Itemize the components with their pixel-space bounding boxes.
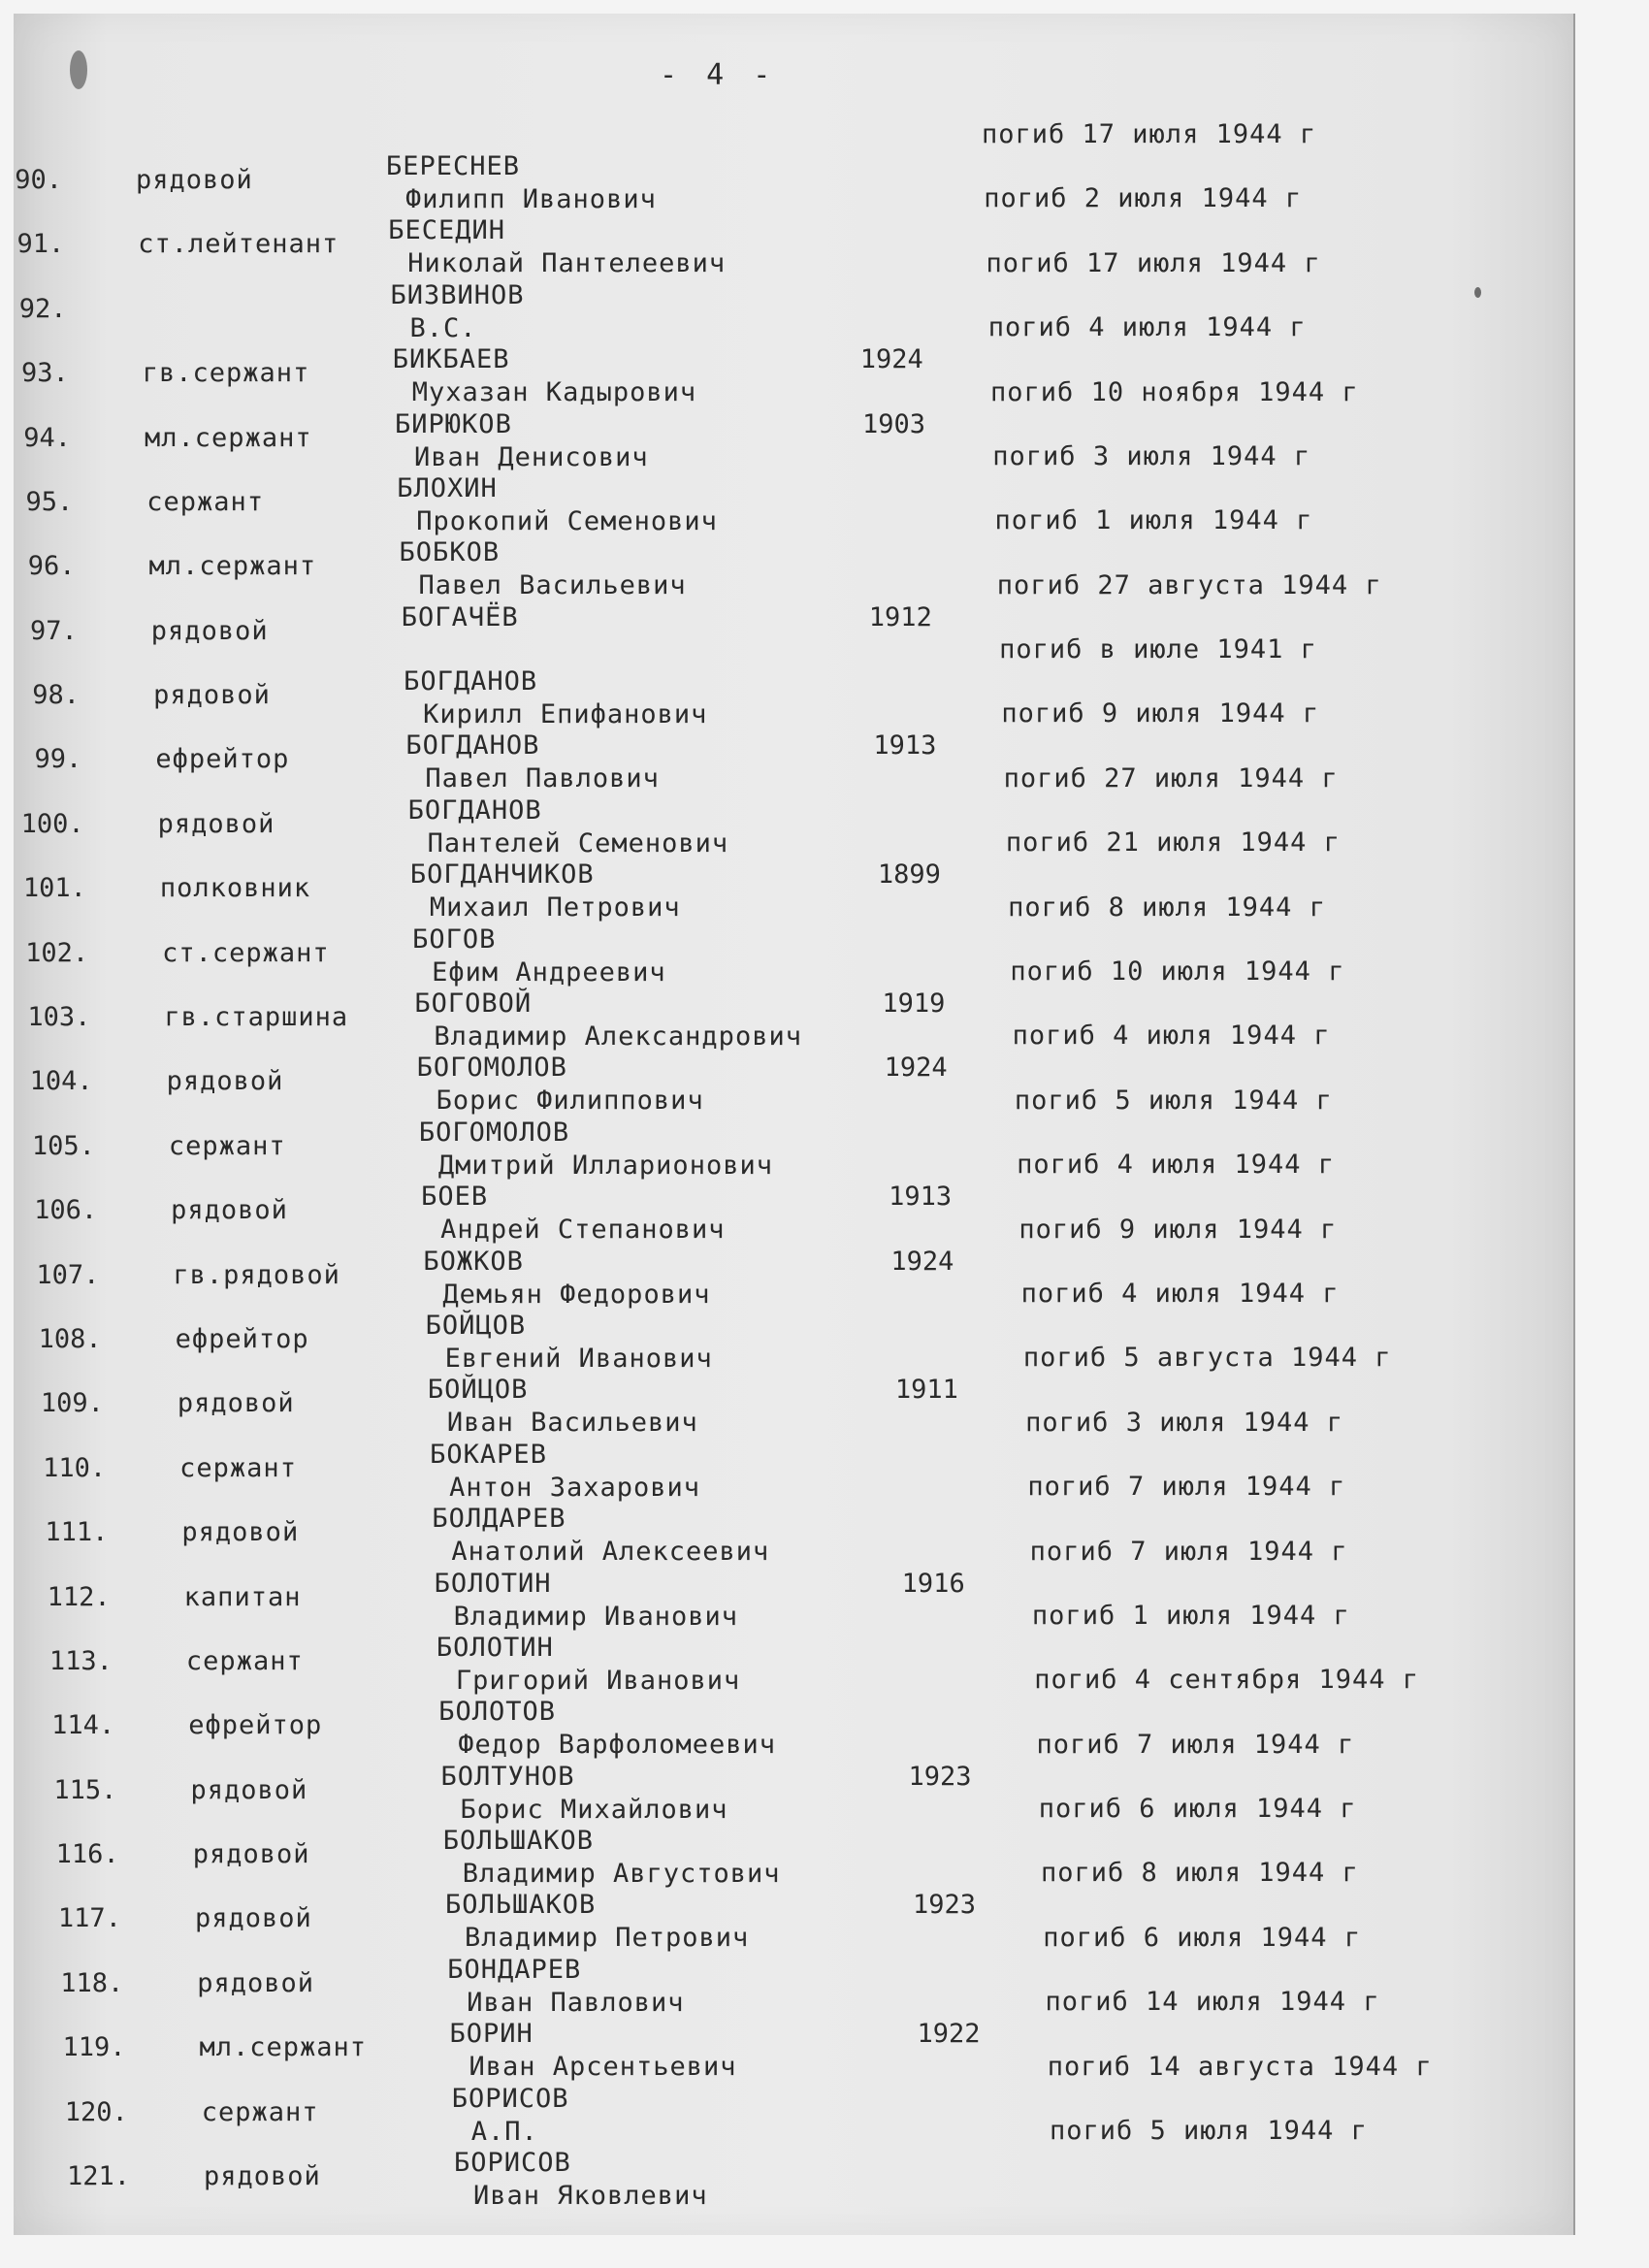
entry-rank: рядовой	[192, 1839, 310, 1870]
entry-death: погиб 2 июля 1944 г	[984, 183, 1303, 214]
entry-number: 93.	[21, 358, 69, 389]
entry-death: погиб 3 июля 1944 г	[992, 440, 1311, 471]
entry-surname: БОГОВ	[412, 923, 497, 955]
entry-number: 99.	[34, 744, 82, 775]
entry-birth-year: 1899	[877, 859, 941, 891]
entry-rank: рядовой	[190, 1774, 308, 1805]
entry-death: погиб 4 июля 1944 г	[1020, 1278, 1340, 1309]
entry-surname: БЕРЕСНЕВ	[386, 151, 521, 181]
entry-rank: сержант	[146, 486, 265, 517]
entry-given-name: Кирилл Епифанович	[423, 699, 708, 730]
entry-rank: рядовой	[177, 1388, 295, 1419]
entry-number: 104.	[29, 1066, 93, 1097]
entry-surname: БЕСЕДИН	[388, 215, 506, 246]
entry-rank: гв.рядовой	[173, 1259, 340, 1290]
entry-surname: БОГДАНОВ	[407, 794, 542, 826]
entry-rank: ефрейтор	[155, 744, 290, 775]
entry-surname: БОЛЬШАКОВ	[442, 1826, 595, 1857]
entry-rank: рядовой	[171, 1195, 288, 1226]
entry-death: погиб 6 июля 1944 г	[1038, 1794, 1357, 1825]
entry-rank: сержант	[185, 1645, 304, 1676]
entry-number: 113.	[48, 1645, 113, 1676]
entry-surname: БОРИСОВ	[451, 2083, 569, 2114]
entry-surname: БОГДАНЧИКОВ	[409, 859, 595, 891]
page-number: - 4 -	[660, 58, 777, 92]
entry-surname: БОЖКОВ	[423, 1246, 524, 1277]
list-item	[0, 119, 1610, 235]
entry-given-name: Павел Васильевич	[418, 570, 687, 601]
entry-surname: БОРИН	[449, 2019, 534, 2050]
entry-death: погиб 10 июля 1944 г	[1010, 956, 1345, 988]
entry-surname: БОБКОВ	[399, 537, 501, 568]
entry-number: 98.	[32, 680, 81, 711]
entry-surname: БОЕВ	[421, 1182, 489, 1213]
entry-given-name: Григорий Иванович	[455, 1665, 741, 1696]
entry-death: погиб 14 июля 1944 г	[1045, 1987, 1380, 2018]
entry-death: погиб 4 июля 1944 г	[1017, 1150, 1335, 1181]
entry-rank: рядовой	[150, 615, 269, 646]
entry-number: 121.	[66, 2161, 130, 2191]
entry-number: 97.	[30, 615, 78, 646]
entry-birth-year: 1919	[882, 988, 946, 1020]
list-item	[0, 312, 1610, 428]
entry-death: погиб 4 сентября 1944 г	[1034, 1665, 1420, 1696]
entry-surname: БОГОВОЙ	[414, 988, 533, 1020]
entry-death: погиб 7 июля 1944 г	[1029, 1536, 1348, 1567]
entry-death: погиб 5 июля 1944 г	[1050, 2116, 1368, 2146]
entry-number: 102.	[25, 937, 89, 968]
entry-number: 114.	[51, 1710, 115, 1741]
entry-birth-year: 1913	[873, 730, 937, 761]
entry-surname: БОНДАРЕВ	[447, 1954, 582, 1985]
entry-given-name: Антон Захарович	[449, 1472, 700, 1503]
entry-death: погиб 14 августа 1944 г	[1047, 2051, 1433, 2082]
entry-given-name: Владимир Петрович	[464, 1923, 750, 1954]
entry-surname: БОЙЦОВ	[427, 1375, 529, 1406]
entry-death: погиб 1 июля 1944 г	[994, 505, 1313, 536]
entry-given-name: Иван Павлович	[467, 1987, 685, 2018]
entry-surname: БОЛОТИН	[436, 1632, 554, 1663]
entry-rank: гв.старшина	[164, 1002, 349, 1033]
entry-given-name: Мухазан Кадырович	[411, 377, 697, 408]
entry-rank: сержант	[179, 1452, 297, 1483]
entry-number: 106.	[34, 1195, 98, 1226]
entry-given-name: Иван Денисович	[414, 441, 649, 472]
entry-death: погиб 1 июля 1944 г	[1031, 1600, 1350, 1631]
entry-number: 108.	[38, 1323, 102, 1354]
entry-rank: ефрейтор	[188, 1710, 323, 1741]
entry-surname: БИРЮКОВ	[395, 408, 512, 439]
entry-rank: рядовой	[181, 1517, 300, 1548]
entry-death: погиб 7 июля 1944 г	[1027, 1472, 1346, 1503]
entry-surname: БОКАРЕВ	[430, 1439, 547, 1470]
entry-death: погиб 9 июля 1944 г	[1001, 698, 1320, 729]
entry-number: 120.	[64, 2096, 128, 2127]
entry-death: погиб 9 июля 1944 г	[1018, 1214, 1338, 1245]
entry-number: 118.	[60, 1967, 124, 1998]
entry-surname: БОРИСОВ	[454, 2148, 571, 2178]
entry-number: 91.	[16, 229, 65, 260]
entry-birth-year: 1903	[862, 408, 926, 439]
entry-rank: полковник	[159, 873, 311, 904]
entry-given-name: Анатолий Алексеевич	[451, 1537, 770, 1568]
entry-surname: БОЙЦОВ	[425, 1310, 527, 1341]
entry-rank: рядовой	[157, 808, 275, 839]
entry-rank: рядовой	[194, 1903, 312, 1934]
entry-rank: гв.сержант	[142, 358, 310, 389]
entry-given-name: Николай Пантелеевич	[407, 248, 727, 279]
entry-surname: БОЛТУНОВ	[440, 1761, 575, 1792]
entry-given-name: Владимир Августович	[462, 1859, 781, 1890]
entry-number: 105.	[31, 1130, 95, 1161]
entry-death: погиб 3 июля 1944 г	[1025, 1407, 1344, 1438]
entry-number: 95.	[25, 486, 74, 517]
entry-given-name: Федор Варфоломеевич	[458, 1730, 777, 1761]
entry-rank: рядовой	[136, 165, 253, 195]
entry-given-name: Михаил Петрович	[429, 892, 681, 923]
entry-rank: ефрейтор	[175, 1323, 309, 1354]
entry-number: 119.	[62, 2032, 126, 2063]
entry-death: погиб 4 июля 1944 г	[987, 312, 1307, 343]
entry-birth-year: 1924	[890, 1246, 954, 1277]
entry-rank: ст.лейтенант	[138, 229, 340, 260]
entry-death: погиб 21 июля 1944 г	[1005, 827, 1341, 859]
entry-given-name: А.П.	[470, 2116, 538, 2147]
entry-number: 111.	[45, 1517, 109, 1548]
entry-death: погиб 5 июля 1944 г	[1014, 1085, 1333, 1116]
entry-birth-year: 1922	[917, 2019, 981, 2050]
entry-given-name: Владимир Иванович	[453, 1601, 739, 1632]
entry-death: погиб 7 июля 1944 г	[1036, 1729, 1355, 1760]
entry-surname: БОЛЬШАКОВ	[444, 1890, 597, 1921]
entry-number: 115.	[53, 1774, 117, 1805]
entry-given-name: Иван Васильевич	[446, 1408, 698, 1439]
entry-surname: БОЛОТОВ	[438, 1697, 556, 1728]
entry-rank: рядовой	[197, 1967, 315, 1998]
entry-surname: БОЛОТИН	[434, 1568, 552, 1599]
entry-birth-year: 1923	[912, 1890, 976, 1921]
entry-rank: мл.сержант	[199, 2032, 368, 2063]
entry-rank: сержант	[168, 1130, 286, 1161]
entry-given-name: Ефим Андреевич	[432, 956, 666, 988]
entry-given-name: Андрей Степанович	[440, 1215, 726, 1246]
entry-rank: рядовой	[166, 1066, 284, 1097]
entry-number: 110.	[43, 1452, 107, 1483]
entry-death: погиб в июле 1941 г	[999, 634, 1317, 665]
entry-surname: БЛОХИН	[397, 472, 498, 503]
entry-rank: рядовой	[204, 2161, 321, 2191]
entry-given-name: Иван Арсентьевич	[469, 2052, 737, 2083]
entry-given-name: В.С.	[409, 312, 477, 343]
entry-number: 94.	[23, 422, 72, 453]
entry-surname: БОГДАНОВ	[405, 730, 540, 761]
entry-death: погиб 17 июля 1944 г	[986, 247, 1321, 278]
entry-birth-year: 1913	[889, 1182, 953, 1213]
entry-given-name: Евгений Иванович	[444, 1343, 713, 1374]
entry-death: погиб 27 августа 1944 г	[996, 569, 1382, 600]
entry-number: 101.	[22, 873, 86, 904]
entry-surname: БОГДАНОВ	[404, 666, 538, 697]
entry-death: погиб 17 июля 1944 г	[982, 119, 1317, 149]
entry-birth-year: 1923	[908, 1761, 972, 1792]
entry-surname: БОГОМОЛОВ	[416, 1053, 567, 1084]
entry-rank: мл.сержант	[145, 422, 312, 453]
entry-death: погиб 6 июля 1944 г	[1043, 1922, 1362, 1953]
entry-number: 109.	[40, 1388, 104, 1419]
entry-rank: ст.сержант	[162, 937, 330, 968]
entry-birth-year: 1911	[894, 1375, 958, 1406]
entry-surname: БИКБАЕВ	[392, 344, 510, 375]
entry-number: 92.	[18, 293, 67, 324]
entry-birth-year: 1916	[901, 1568, 965, 1599]
entry-given-name: Иван Яковлевич	[473, 2181, 708, 2211]
entry-given-name: Филипп Иванович	[405, 184, 657, 214]
entry-given-name: Павел Павлович	[425, 763, 660, 794]
entry-death: погиб 10 ноября 1944 г	[990, 376, 1359, 407]
entry-birth-year: 1924	[859, 344, 923, 375]
entry-rank: сержант	[201, 2096, 319, 2127]
entry-given-name: Пантелей Семенович	[427, 827, 729, 859]
entry-death: погиб 27 июля 1944 г	[1003, 762, 1339, 794]
entry-given-name: Дмитрий Илларионович	[437, 1150, 773, 1181]
entry-birth-year: 1924	[884, 1053, 948, 1084]
entry-number: 116.	[55, 1839, 119, 1870]
entry-surname: БОГОМОЛОВ	[418, 1117, 570, 1148]
list-item	[0, 634, 1610, 750]
entry-rank: мл.сержант	[148, 551, 317, 582]
entry-death: погиб 5 августа 1944 г	[1022, 1343, 1392, 1374]
entry-number: 100.	[20, 808, 84, 839]
entry-rank: рядовой	[153, 680, 271, 711]
entry-surname: БОГАЧЁВ	[401, 601, 519, 632]
entry-death: погиб 8 июля 1944 г	[1008, 891, 1326, 923]
entry-number: 90.	[15, 165, 62, 195]
entry-surname: БОЛДАРЕВ	[432, 1504, 566, 1535]
entry-death: погиб 4 июля 1944 г	[1012, 1021, 1331, 1052]
entry-number: 96.	[27, 551, 76, 582]
entry-number: 107.	[36, 1259, 100, 1290]
entry-given-name: Борис Филиппович	[436, 1085, 704, 1117]
entry-number: 117.	[57, 1903, 121, 1934]
entry-surname: БИЗВИНОВ	[390, 279, 525, 310]
entry-number: 112.	[47, 1581, 111, 1612]
entry-given-name: Демьян Федорович	[442, 1279, 711, 1310]
entry-given-name: Борис Михайлович	[460, 1794, 728, 1825]
entry-given-name: Прокопий Семенович	[416, 505, 718, 536]
entry-rank: капитан	[183, 1581, 302, 1612]
entry-death: погиб 8 июля 1944 г	[1040, 1858, 1359, 1889]
entry-birth-year: 1912	[868, 601, 932, 632]
entry-number: 103.	[27, 1002, 91, 1033]
entry-given-name: Владимир Александрович	[434, 1021, 802, 1053]
